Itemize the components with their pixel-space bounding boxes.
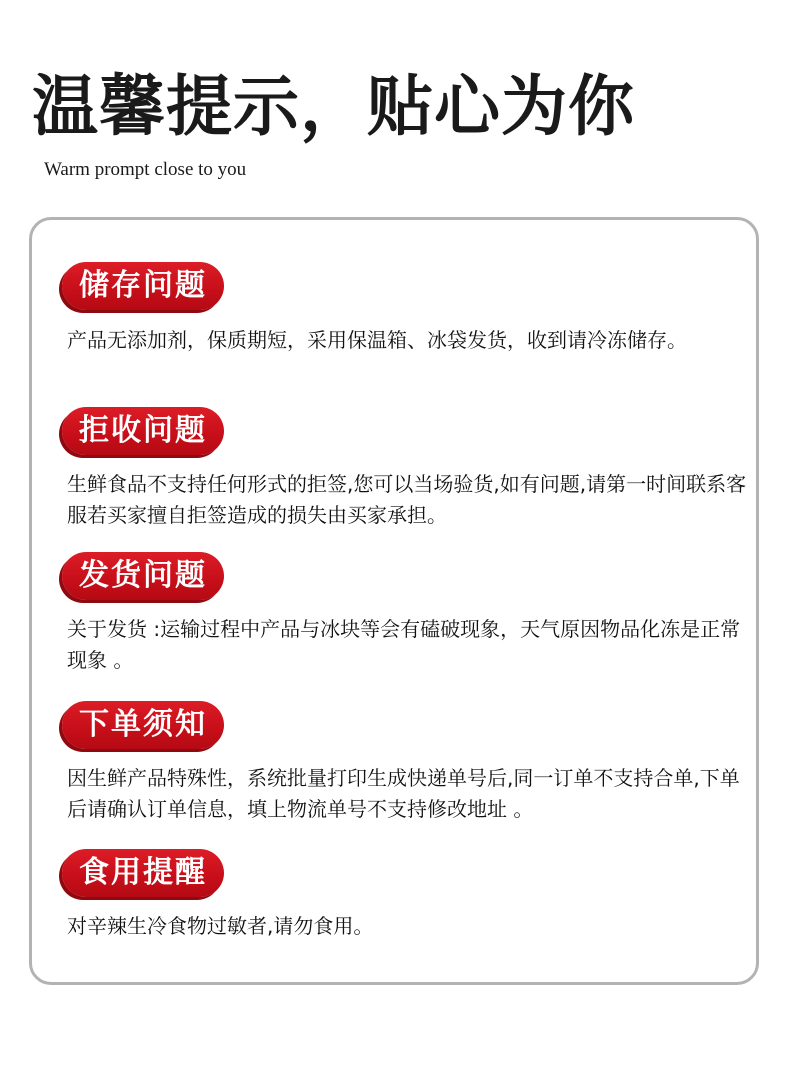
section-badge-ordering: 下单须知 [62,701,224,749]
section-badge-storage: 储存问题 [62,262,224,310]
section-text-rejection: 生鲜食品不支持任何形式的拒签,您可以当场验货,如有问题,请第一时间联系客服若买家擅自拒签造成的损失由买家承担。 [67,472,747,527]
page-subtitle: Warm prompt close to you [44,159,247,180]
page-title: 温馨提示，贴心为你 [32,67,635,145]
section-badge-shipping: 发货问题 [62,552,224,600]
section-text-ordering: 因生鲜产品特殊性，系统批量打印生成快递单号后,同一订单不支持合单,下单后请确认订单信息，填上物流单号不支持修改地址 。 [67,766,740,821]
section-text-storage: 产品无添加剂，保质期短，采用保温箱、冰袋发货，收到请冷冻储存。 [67,328,687,352]
notice-card [29,217,759,985]
section-badge-eating: 食用提醒 [62,849,224,897]
section-text-shipping: 关于发货 :运输过程中产品与冰块等会有磕破现象，天气原因物品化冻是正常现象 。 [67,617,741,672]
section-badge-rejection: 拒收问题 [62,407,224,455]
section-text-eating: 对辛辣生冷食物过敏者,请勿食用。 [67,914,374,938]
